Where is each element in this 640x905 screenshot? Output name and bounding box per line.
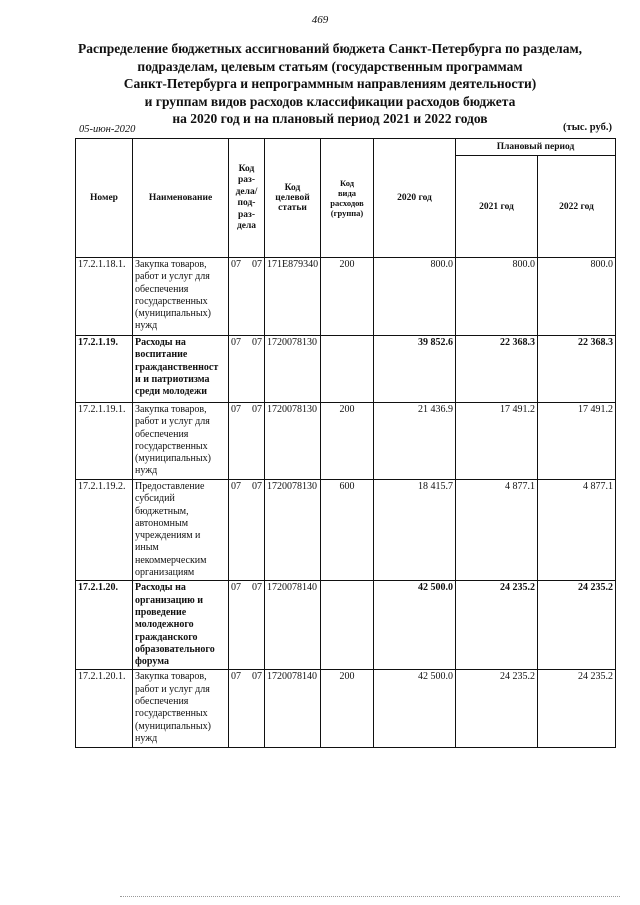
budget-table <box>75 138 616 748</box>
subsection-code: 07 <box>252 582 262 594</box>
row-name-line: гражданственност <box>135 361 219 373</box>
header-year-2021: 2021 год <box>456 156 538 258</box>
header-text: Код <box>339 178 355 188</box>
table-row <box>76 403 616 480</box>
table-row <box>76 480 616 581</box>
header-plan-period: Плановый период <box>456 139 616 156</box>
page-number: 469 <box>311 14 329 26</box>
header-group-code <box>321 139 374 258</box>
row-name-line: среди молодежи <box>135 386 208 398</box>
row-name-line: гражданского <box>135 631 198 643</box>
row-value-2022: 24 235.2 <box>538 581 616 670</box>
table-row <box>76 670 616 748</box>
header-year-2020: 2020 год <box>374 139 456 258</box>
row-section-code <box>229 258 265 336</box>
row-name-line: некоммерческим <box>135 554 207 566</box>
row-section-code <box>229 336 265 403</box>
row-value-2022: 800.0 <box>538 258 616 336</box>
row-name-line: работ и услуг для <box>135 683 210 695</box>
row-value-2020: 800.0 <box>374 258 456 336</box>
section-code: 07 <box>231 404 241 415</box>
title-line: Санкт-Петербурга и непрограммным направлениям деятельности) <box>123 76 537 91</box>
row-name-line: обеспечения <box>135 428 189 440</box>
row-name-line: Расходы на <box>135 337 186 348</box>
row-group-code <box>321 336 374 403</box>
row-number: 17.2.1.20.1. <box>76 670 133 748</box>
section-code: 07 <box>231 671 241 683</box>
row-value-2022: 24 235.2 <box>538 670 616 748</box>
row-target-code: 1720078130 <box>265 403 321 480</box>
row-name-line: государственных <box>135 440 208 452</box>
row-name-line: образовательного <box>135 643 215 655</box>
row-value-2022: 17 491.2 <box>538 403 616 480</box>
row-target-code: 1720078130 <box>265 336 321 403</box>
table-row <box>76 336 616 403</box>
row-value-2020: 39 852.6 <box>374 336 456 403</box>
header-text: дела/ <box>235 186 258 197</box>
row-group-code: 200 <box>321 258 374 336</box>
section-code: 07 <box>231 582 241 594</box>
row-number: 17.2.1.19.1. <box>76 403 133 480</box>
row-name-line: Закупка товаров, <box>135 404 207 415</box>
row-value-2021: 24 235.2 <box>456 581 538 670</box>
row-name-line: Закупка товаров, <box>135 671 207 683</box>
header-text: Код <box>284 183 301 193</box>
header-text: вида <box>337 188 357 198</box>
subsection-code: 07 <box>252 404 262 415</box>
header-text: раз- <box>237 209 255 220</box>
header-text: статьи <box>278 203 307 213</box>
row-name-line: государственных <box>135 708 208 720</box>
section-code: 07 <box>231 481 241 492</box>
row-name-line: Расходы на <box>135 582 186 594</box>
row-name <box>133 581 229 670</box>
row-number: 17.2.1.18.1. <box>76 258 133 336</box>
row-name-line: форума <box>135 656 169 668</box>
row-name-line: организацию и <box>135 594 204 606</box>
row-name-line: субсидий <box>135 493 175 505</box>
title-line: Распределение бюджетных ассигнований бюджета Санкт-Петербурга по разделам, <box>77 41 583 56</box>
row-number: 17.2.1.19. <box>76 336 133 403</box>
row-name <box>133 480 229 581</box>
subsection-code: 07 <box>252 481 262 492</box>
header-section-code <box>229 139 265 258</box>
header-name: Наименование <box>133 139 229 258</box>
title-line: и группам видов расходов классификации расходов бюджета <box>144 93 516 109</box>
row-target-code: 1720078140 <box>265 670 321 748</box>
row-target-code: 1720078130 <box>265 480 321 581</box>
header-number: Номер <box>76 139 133 258</box>
row-name <box>133 670 229 748</box>
row-name-line: и и патриотизма <box>135 373 210 385</box>
row-value-2021: 24 235.2 <box>456 670 538 748</box>
header-target-code <box>265 139 321 258</box>
header-year-2022: 2022 год <box>538 156 616 258</box>
row-name-line: нужд <box>135 320 158 332</box>
document-date: 05-июн-2020 <box>79 124 136 135</box>
table-header-row <box>76 139 616 156</box>
row-group-code: 600 <box>321 480 374 581</box>
row-name-line: Предоставление <box>135 481 205 492</box>
row-target-code: 1720078140 <box>265 581 321 670</box>
row-group-code: 200 <box>321 670 374 748</box>
footer-divider <box>120 896 620 899</box>
document-title <box>60 40 600 128</box>
row-group-code <box>321 581 374 670</box>
subsection-code: 07 <box>252 671 262 683</box>
subsection-code: 07 <box>252 337 262 348</box>
header-text: Код <box>238 163 255 174</box>
row-section-code <box>229 480 265 581</box>
header-text: целевой <box>275 193 310 203</box>
row-name-line: (муниципальных) <box>135 720 211 732</box>
row-value-2021: 4 877.1 <box>456 480 538 581</box>
header-text: (группа) <box>330 208 364 218</box>
row-name-line: работ и услуг для <box>135 271 210 283</box>
row-value-2021: 22 368.3 <box>456 336 538 403</box>
section-code: 07 <box>231 337 241 348</box>
row-name-line: обеспечения <box>135 283 189 295</box>
row-section-code <box>229 403 265 480</box>
row-name-line: нужд <box>135 465 158 477</box>
row-name <box>133 403 229 480</box>
row-name-line: проведение <box>135 606 187 618</box>
row-group-code: 200 <box>321 403 374 480</box>
row-value-2020: 21 436.9 <box>374 403 456 480</box>
table-row <box>76 581 616 670</box>
header-text: раз- <box>237 175 255 185</box>
row-value-2022: 22 368.3 <box>538 336 616 403</box>
subsection-code: 07 <box>252 259 262 270</box>
row-name-line: иным <box>135 542 159 554</box>
row-name-line: бюджетным, <box>135 505 189 517</box>
row-name-line: учреждениям и <box>135 530 201 542</box>
table-row <box>76 258 616 336</box>
row-value-2020: 18 415.7 <box>374 480 456 581</box>
row-value-2021: 17 491.2 <box>456 403 538 480</box>
row-name-line: нужд <box>135 732 158 744</box>
row-name-line: автономным <box>135 517 189 529</box>
header-text: дела <box>236 221 257 231</box>
row-number: 17.2.1.20. <box>76 581 133 670</box>
row-section-code <box>229 670 265 748</box>
row-name-line: организациям <box>135 567 195 579</box>
header-text: под- <box>237 198 256 208</box>
row-name-line: Закупка товаров, <box>135 259 207 270</box>
row-name-line: (муниципальных) <box>135 308 211 320</box>
section-code: 07 <box>231 259 241 270</box>
row-value-2020: 42 500.0 <box>374 670 456 748</box>
row-section-code <box>229 581 265 670</box>
units-label: (тыс. руб.) <box>563 122 612 133</box>
row-name <box>133 336 229 403</box>
row-number: 17.2.1.19.2. <box>76 480 133 581</box>
title-line: на 2020 год и на плановый период 2021 и 2022 годов <box>172 111 488 126</box>
row-name-line: воспитание <box>135 349 188 361</box>
row-name-line: государственных <box>135 295 208 307</box>
header-text: расходов <box>330 198 364 208</box>
row-target-code: 171Е879340 <box>265 258 321 336</box>
row-name-line: работ и услуг для <box>135 416 210 428</box>
row-name-line: (муниципальных) <box>135 453 211 465</box>
row-value-2020: 42 500.0 <box>374 581 456 670</box>
row-value-2022: 4 877.1 <box>538 480 616 581</box>
row-name <box>133 258 229 336</box>
row-name-line: обеспечения <box>135 696 189 708</box>
title-line: подразделам, целевым статьям (государственным программам <box>137 58 523 74</box>
row-name-line: молодежного <box>135 619 194 631</box>
row-value-2021: 800.0 <box>456 258 538 336</box>
